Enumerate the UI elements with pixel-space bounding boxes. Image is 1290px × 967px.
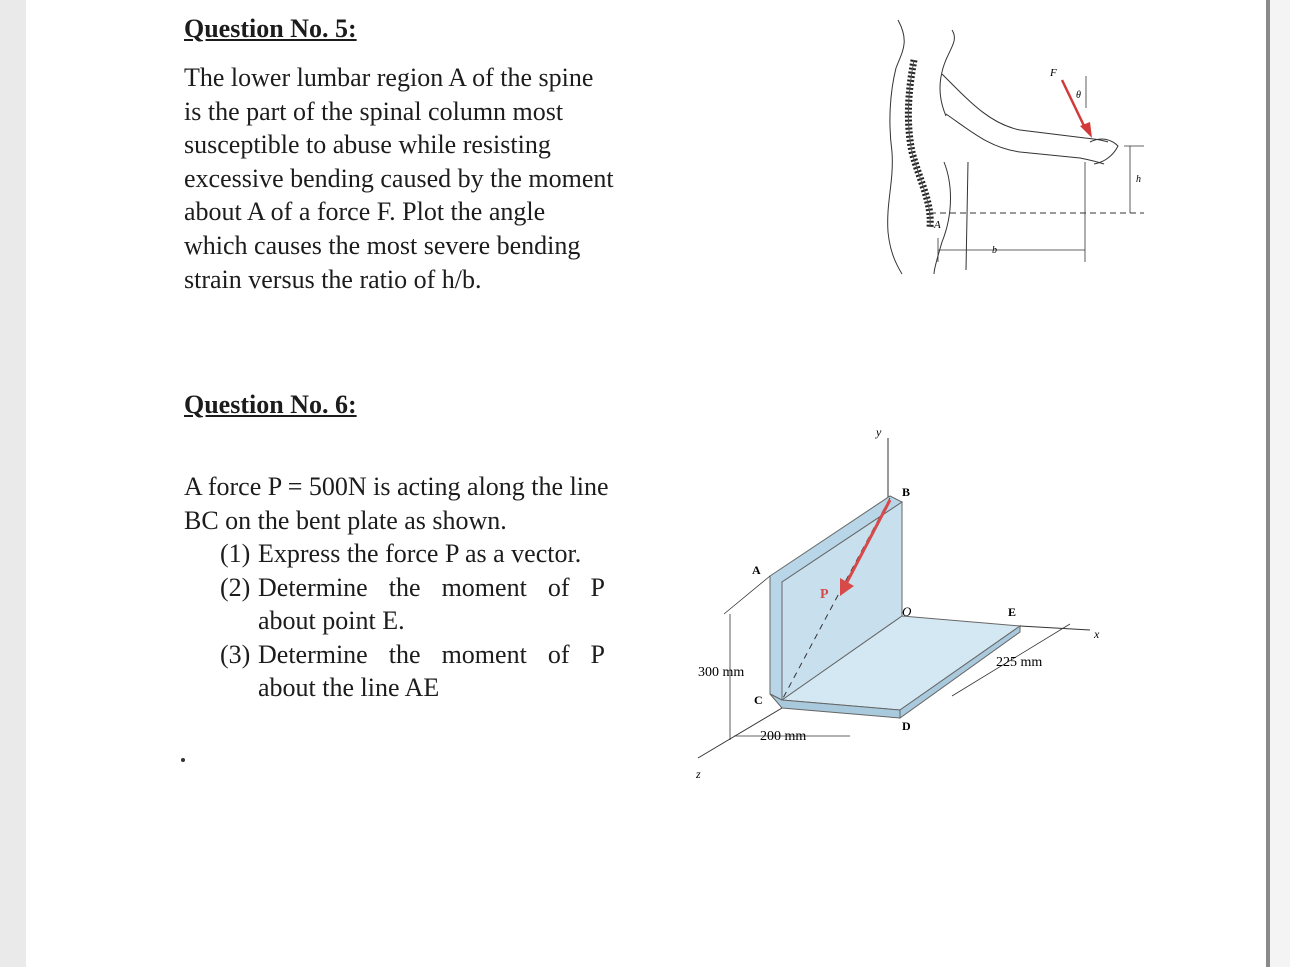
question-6-items (220, 537, 605, 705)
list-item (220, 638, 605, 705)
force-F-arrow (1062, 80, 1086, 130)
dim-200-mm: 200 mm (760, 729, 807, 744)
label-P: P (820, 587, 829, 602)
question-5-title: Question No. 5: (184, 14, 357, 43)
bent-plate-figure (690, 428, 1110, 788)
list-item (220, 537, 605, 571)
question-6-text: A force P = 500N is acting along the line BC on the bent plate as shown. (184, 472, 609, 535)
page-edge (1266, 0, 1290, 967)
label-z: z (696, 767, 701, 781)
spine-figure (880, 12, 1160, 277)
item-text: Determine the moment of P about point E. (258, 572, 605, 636)
item-text: Express the force P as a vector. (258, 539, 582, 568)
label-B: B (902, 485, 911, 499)
list-item (220, 571, 605, 638)
stray-dot (181, 758, 185, 762)
dim-225-mm: 225 mm (996, 655, 1043, 670)
label-h: h (1136, 174, 1141, 185)
question-5-text: The lower lumbar region A of the spine is the part of the spinal column most susceptible to abuse while resisting excessive bending caused by the moment about A of a force F. Plot the angle which causes the most severe bending strain versus the ratio of h/b. (184, 63, 614, 294)
item-text: Determine the moment of P about the line AE (258, 639, 605, 703)
label-E: E (1008, 605, 1017, 619)
label-A: A (752, 563, 761, 577)
label-C: C (754, 693, 763, 707)
spinal-column (908, 60, 930, 227)
label-x: x (1094, 627, 1100, 641)
label-O: O (902, 604, 912, 619)
item-number: (1) (220, 539, 251, 568)
question-6-title: Question No. 6: (184, 390, 357, 419)
label-D: D (902, 719, 911, 733)
dim-300-mm: 300 mm (698, 665, 745, 680)
label-y: y (876, 428, 882, 439)
label-A: A (934, 219, 941, 231)
label-theta: θ (1076, 90, 1081, 101)
hand (1090, 139, 1118, 164)
label-F: F (1050, 67, 1057, 79)
label-b: b (992, 245, 997, 256)
item-number: (2) (220, 572, 251, 602)
item-number: (3) (220, 639, 251, 669)
